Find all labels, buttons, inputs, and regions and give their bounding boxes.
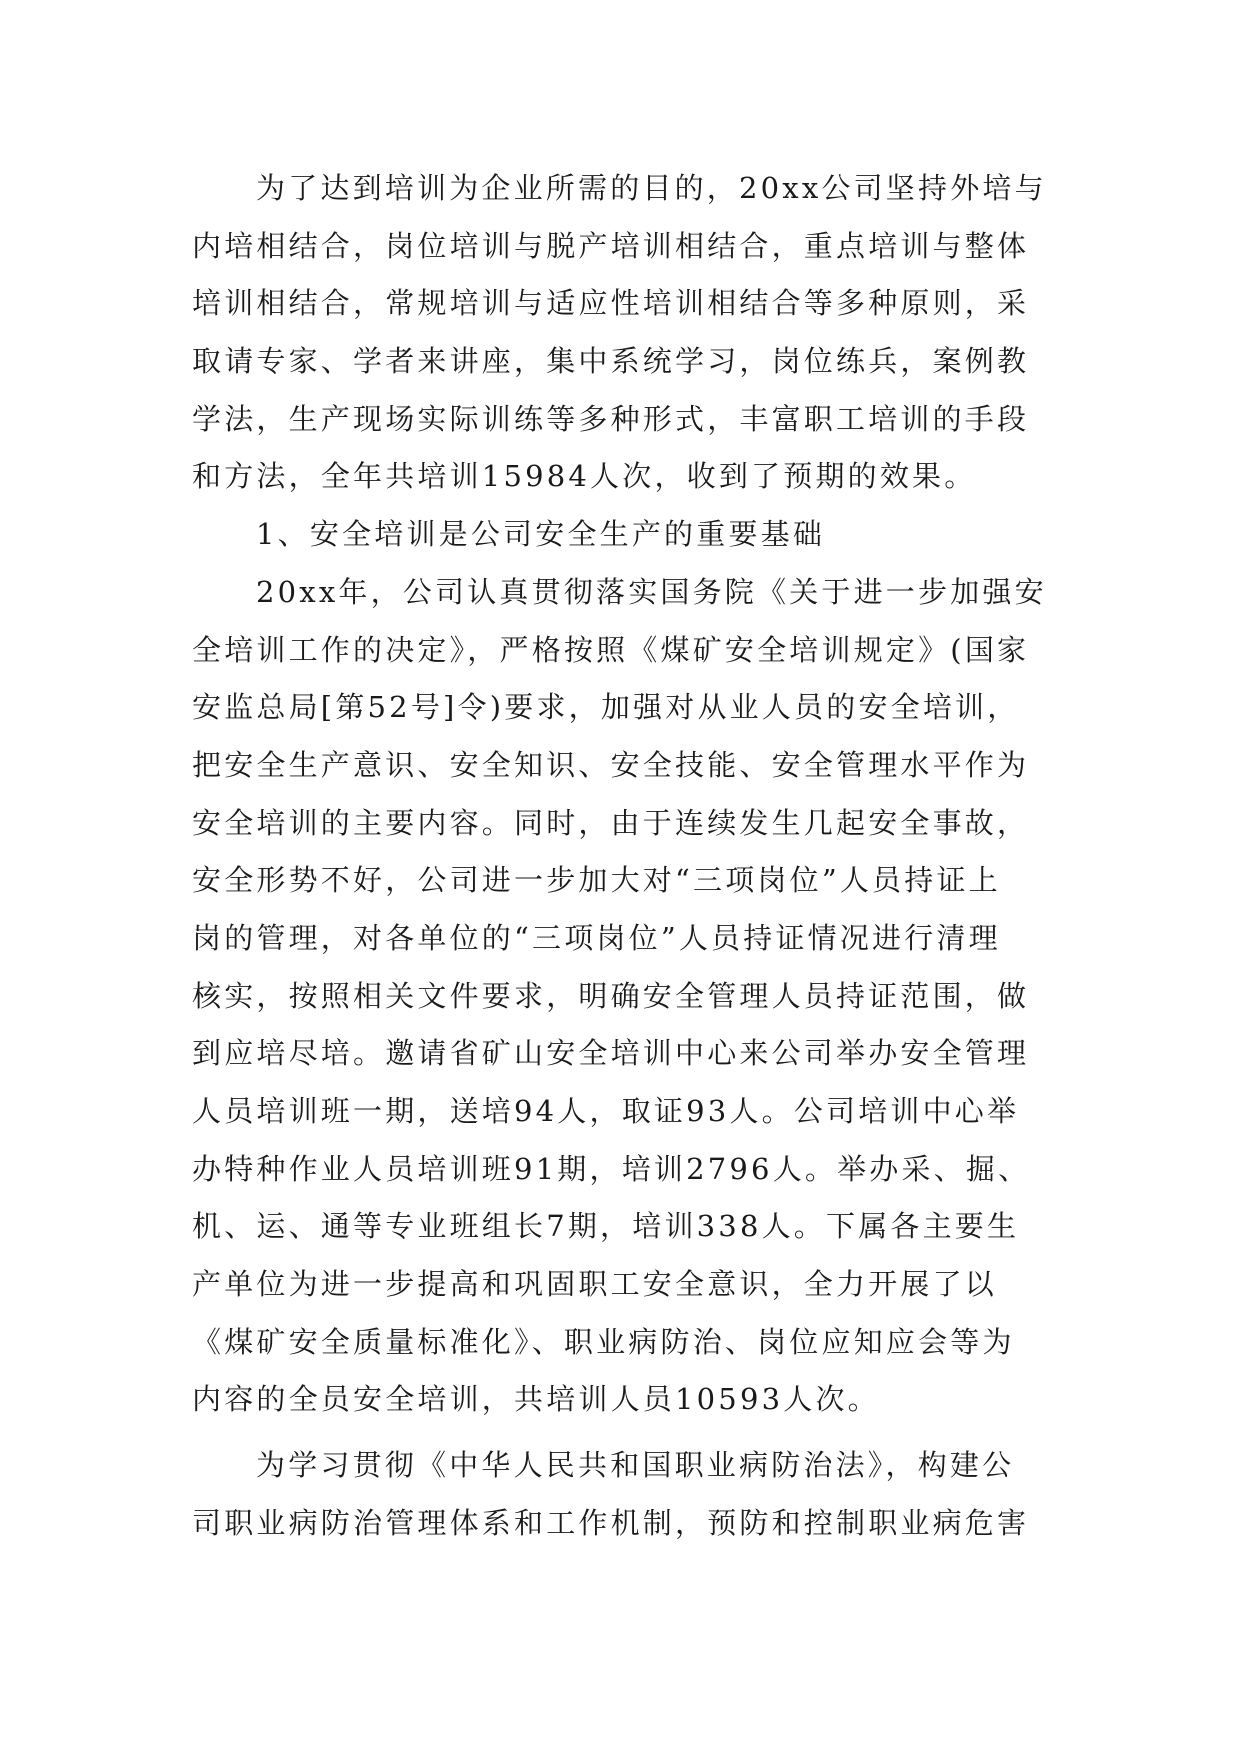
text-line: 产单位为进一步提高和巩固职工安全意识，全力开展了以 bbox=[192, 1267, 998, 1302]
paragraph-occupational-disease bbox=[192, 1437, 1052, 1552]
paragraph-spacer bbox=[192, 1429, 1052, 1437]
paragraph-safety-training bbox=[192, 564, 1052, 1429]
text-line: 岗的管理，对各单位的“三项岗位”人员持证情况进行清理 bbox=[192, 920, 1001, 955]
text-line: 20xx年，公司认真贯彻落实国务院《关于进一步加强安 bbox=[256, 574, 1047, 609]
text-line: 全培训工作的决定》，严格按照《煤矿安全培训规定》(国家 bbox=[192, 632, 1030, 667]
text-line: 为学习贯彻《中华人民共和国职业病防治法》，构建公 bbox=[256, 1448, 1015, 1483]
text-line: 安全培训的主要内容。同时，由于连续发生几起安全事故， bbox=[192, 805, 1030, 840]
text-line: 机、运、通等专业班组长7期，培训338人。下属各主要生 bbox=[192, 1209, 1020, 1244]
document-body bbox=[192, 160, 1052, 1553]
text-line: 安监总局[第52号]令)要求，加强对从业人员的安全培训， bbox=[192, 690, 1020, 725]
text-line: 人员培训班一期，送培94人，取证93人。公司培训中心举 bbox=[192, 1094, 1020, 1128]
text-line: 核实，按照相关文件要求，明确安全管理人员持证范围，做 bbox=[192, 978, 1030, 1013]
text-line: 培训相结合，常规培训与适应性培训相结合等多种原则，采 bbox=[192, 286, 1030, 321]
text-line: 司职业病防治管理体系和工作机制，预防和控制职业病危害 bbox=[192, 1505, 1030, 1540]
text-line: 取请专家、学者来讲座，集中系统学习，岗位练兵，案例教 bbox=[192, 344, 1030, 379]
section-heading: 1、安全培训是公司安全生产的重要基础 bbox=[256, 517, 826, 552]
text-line: 把安全生产意识、安全知识、安全技能、安全管理水平作为 bbox=[192, 747, 1030, 782]
text-line: 《煤矿安全质量标准化》、职业病防治、岗位应知应会等为 bbox=[192, 1324, 1015, 1359]
text-line: 内容的全员安全培训，共培训人员10593人次。 bbox=[192, 1382, 880, 1417]
text-line: 学法，生产现场实际训练等多种形式，丰富职工培训的手段 bbox=[192, 401, 1030, 436]
text-line: 内培相结合，岗位培训与脱产培训相结合，重点培训与整体 bbox=[192, 228, 1030, 263]
text-line: 办特种作业人员培训班91期，培训2796人。举办采、掘、 bbox=[192, 1151, 1031, 1186]
text-line: 到应培尽培。邀请省矿山安全培训中心来公司举办安全管理 bbox=[192, 1036, 1030, 1071]
text-line: 安全形势不好，公司进一步加大对“三项岗位”人员持证上 bbox=[192, 863, 1001, 898]
paragraph-training-overview bbox=[192, 160, 1052, 506]
text-line: 和方法，全年共培训15984人次，收到了预期的效果。 bbox=[192, 459, 977, 494]
text-line: 为了达到培训为企业所需的目的，20xx公司坚持外培与 bbox=[256, 171, 1047, 205]
